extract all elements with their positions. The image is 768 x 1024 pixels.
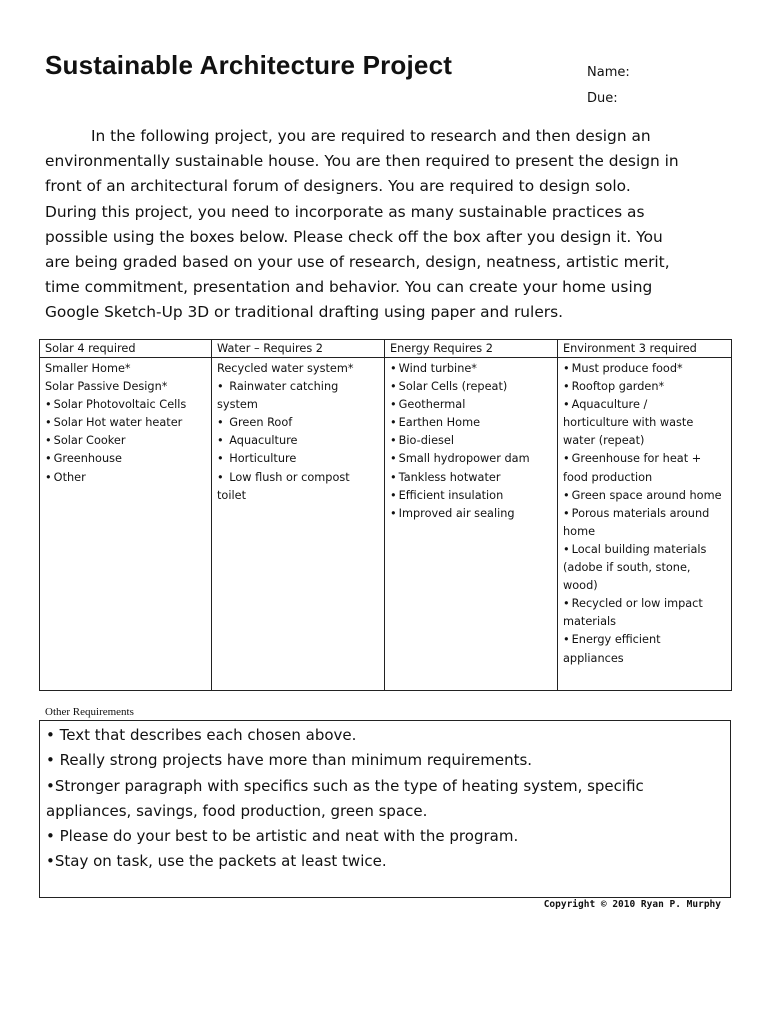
checklist-item: appliances bbox=[563, 651, 624, 665]
checklist-item: wood) bbox=[563, 579, 598, 593]
intro-line: time commitment, presentation and behavior. You can create your home using bbox=[45, 278, 653, 297]
checklist-item: • Rooftop garden* bbox=[563, 378, 727, 396]
checklist-item: • Solar Cooker bbox=[45, 432, 207, 450]
list-item: •Stay on task, use the packets at least twice. bbox=[46, 852, 387, 871]
energy-options-cell bbox=[385, 358, 558, 691]
checklist-item: horticulture with waste bbox=[563, 416, 694, 430]
checklist-item: • Must produce food* bbox=[563, 360, 727, 378]
checklist-item: • Aquaculture bbox=[217, 432, 380, 450]
checklist-item: home bbox=[563, 524, 596, 538]
name-due-block bbox=[587, 60, 630, 112]
intro-line: In the following project, you are required to research and then design an bbox=[91, 127, 651, 145]
checklist-item: • Horticulture bbox=[217, 450, 380, 468]
checklist-item: • Improved air sealing bbox=[390, 505, 553, 523]
page-title: Sustainable Architecture Project bbox=[45, 50, 453, 80]
column-header-water: Water – Requires 2 bbox=[212, 340, 385, 358]
checklist-item: • Greenhouse for heat + bbox=[563, 450, 727, 468]
checklist-item: • Small hydropower dam bbox=[390, 450, 553, 468]
checklist-item: • Recycled or low impact bbox=[563, 595, 727, 613]
checklist-item: toilet bbox=[217, 488, 246, 502]
other-requirements-label: Other Requirements bbox=[45, 706, 134, 718]
other-requirements-box bbox=[39, 720, 731, 898]
checklist-item: • Bio-diesel bbox=[390, 432, 553, 450]
checklist-item: • Other bbox=[45, 469, 207, 487]
checklist-item: materials bbox=[563, 615, 617, 629]
list-item: appliances, savings, food production, green space. bbox=[46, 801, 428, 820]
checklist-item: • Tankless hotwater bbox=[390, 469, 553, 487]
intro-paragraph bbox=[45, 124, 735, 326]
checklist-item: • Aquaculture / bbox=[563, 396, 727, 414]
checklist-item: (adobe if south, stone, bbox=[563, 561, 691, 575]
checklist-item: food production bbox=[563, 470, 653, 484]
table-header-row bbox=[40, 340, 732, 358]
checklist-item: • Rainwater catching bbox=[217, 378, 380, 396]
intro-line: possible using the boxes below. Please check off the box after you design it. You bbox=[45, 227, 663, 246]
checklist-item: • Efficient insulation bbox=[390, 487, 553, 505]
checklist-item: water (repeat) bbox=[563, 434, 645, 448]
checklist-item: • Geothermal bbox=[390, 396, 553, 414]
intro-line: Google Sketch-Up 3D or traditional drafting using paper and rulers. bbox=[45, 303, 564, 322]
checklist-item: • Energy efficient bbox=[563, 631, 727, 649]
checklist-item: • Solar Photovoltaic Cells bbox=[45, 396, 207, 414]
solar-options-cell bbox=[40, 358, 212, 691]
list-item: • Text that describes each chosen above. bbox=[46, 726, 357, 744]
intro-line: are being graded based on your use of research, design, neatness, artistic merit, bbox=[45, 253, 670, 272]
other-requirements-list bbox=[46, 723, 730, 875]
due-label: Due: bbox=[587, 91, 618, 106]
intro-line: During this project, you need to incorporate as many sustainable practices as bbox=[45, 202, 645, 221]
checklist-item: • Porous materials around bbox=[563, 505, 727, 523]
checklist-item: • Wind turbine* bbox=[390, 360, 553, 378]
intro-line: front of an architectural forum of designers. You are required to design solo. bbox=[45, 177, 631, 196]
checklist-item: • Green Roof bbox=[217, 414, 380, 432]
column-header-environment: Environment 3 required bbox=[558, 340, 732, 358]
copyright-notice: Copyright © 2010 Ryan P. Murphy bbox=[543, 899, 721, 910]
requirements-table bbox=[39, 339, 732, 691]
intro-line: environmentally sustainable house. You are then required to present the design in bbox=[45, 152, 679, 171]
checklist-item: • Solar Hot water heater bbox=[45, 414, 207, 432]
water-options-cell bbox=[212, 358, 385, 691]
checklist-item: • Low flush or compost bbox=[217, 469, 380, 487]
column-header-energy: Energy Requires 2 bbox=[385, 340, 558, 358]
environment-options-cell bbox=[558, 358, 732, 691]
checklist-item: • Green space around home bbox=[563, 487, 727, 505]
checklist-item: • Local building materials bbox=[563, 541, 727, 559]
checklist-item: • Solar Cells (repeat) bbox=[390, 378, 553, 396]
list-item: • Please do your best to be artistic and neat with the program. bbox=[46, 827, 519, 846]
list-item: • Really strong projects have more than minimum requirements. bbox=[46, 751, 533, 770]
checklist-item: • Greenhouse bbox=[45, 450, 207, 468]
table-row bbox=[40, 358, 732, 691]
name-label: Name: bbox=[587, 65, 630, 80]
list-item: •Stronger paragraph with specifics such as the type of heating system, specific bbox=[46, 776, 644, 795]
checklist-item: Smaller Home* bbox=[45, 362, 131, 375]
checklist-item: Recycled water system* bbox=[217, 362, 354, 375]
checklist-item: system bbox=[217, 398, 258, 412]
checklist-item: Solar Passive Design* bbox=[45, 380, 168, 394]
column-header-solar: Solar 4 required bbox=[40, 340, 212, 358]
checklist-item: • Earthen Home bbox=[390, 414, 553, 432]
